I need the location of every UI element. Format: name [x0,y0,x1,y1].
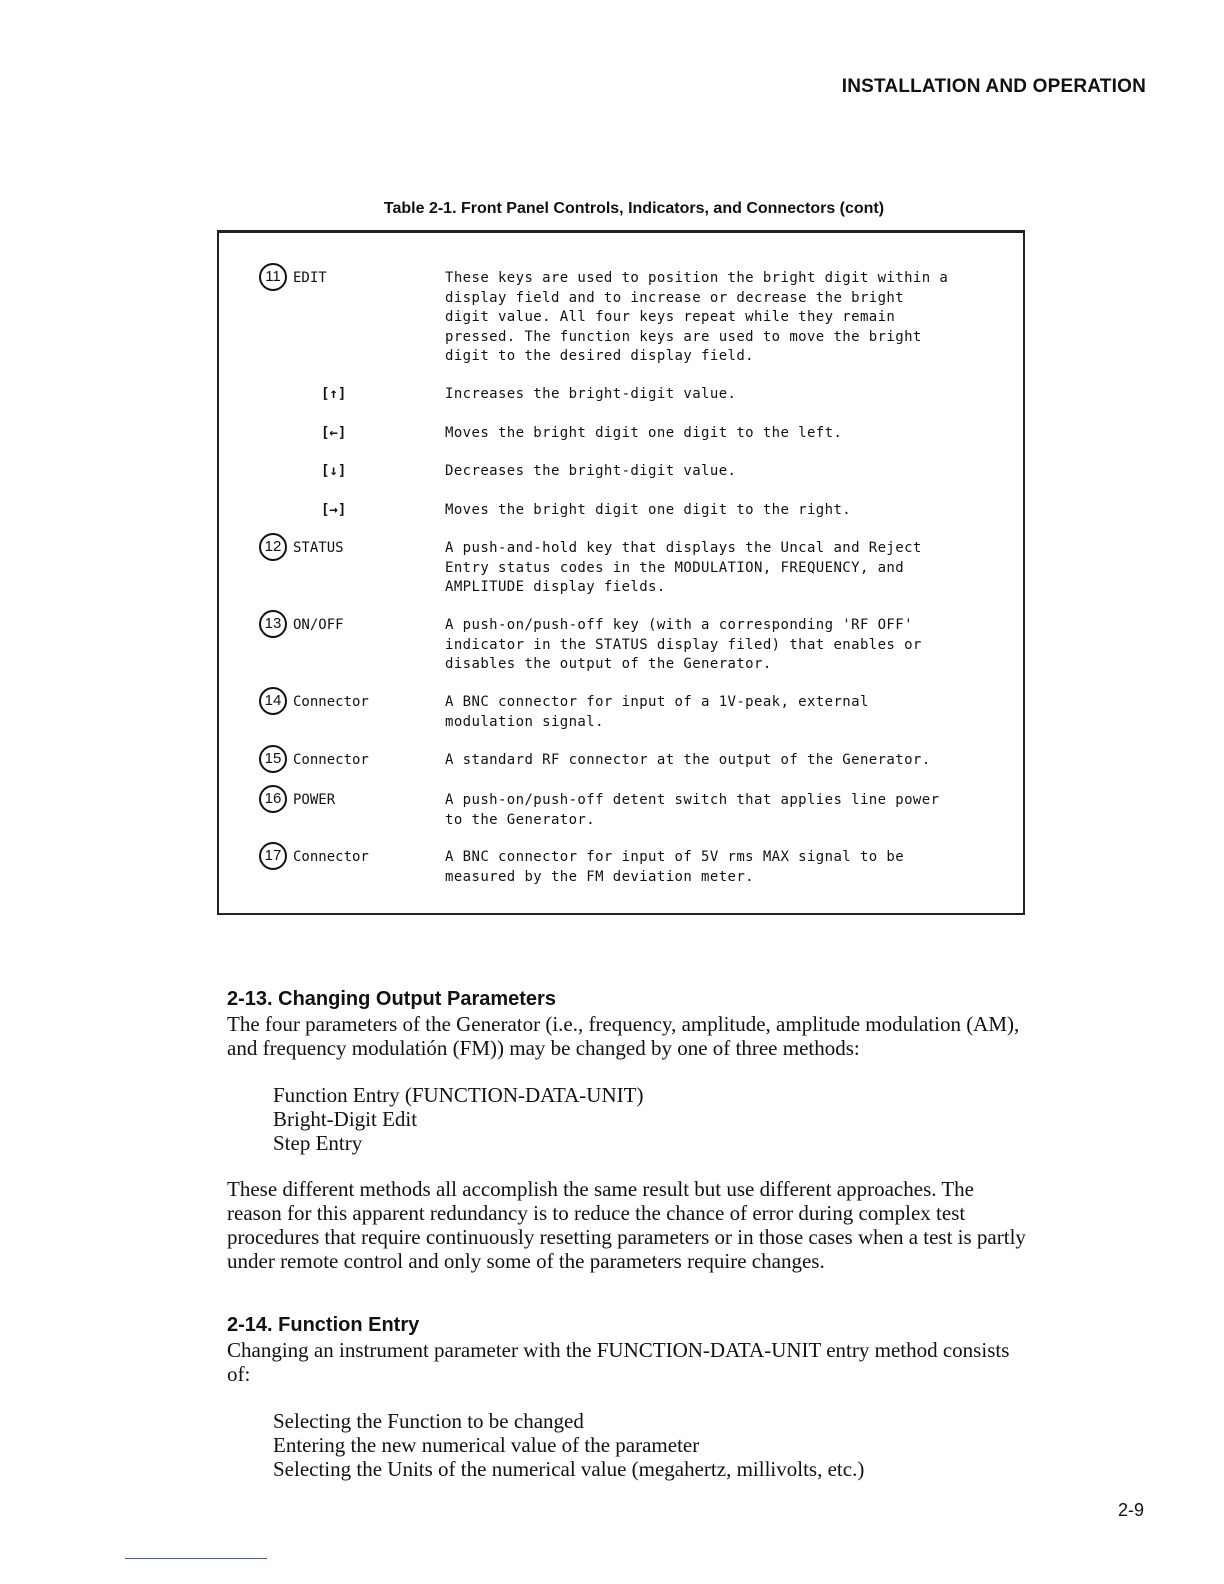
entry-label: Connector [293,694,369,710]
up-arrow-key-label: [↑] [321,386,347,402]
page-header: INSTALLATION AND OPERATION [841,76,1146,97]
entry-description: Increases the bright-digit value. [445,386,737,402]
callout-number: 17 [259,842,287,870]
list-item: Entering the new numerical value of the parameter [273,1433,700,1457]
table-title: Table 2-1. Front Panel Controls, Indicators, and Connectors (cont) [383,200,885,217]
method-list [273,1083,643,1155]
down-arrow-key-label: [↓] [321,463,347,479]
entry-description: A push-and-hold key that displays the Uncal and Reject Entry status codes in the MODULATION, FREQUENCY, and AMPLITUDE display fields. [445,540,922,595]
section-heading: 2-13. Changing Output Parameters [227,988,556,1010]
callout-number: 12 [259,533,287,561]
list-item: Step Entry [273,1131,363,1155]
list-item: Bright-Digit Edit [273,1107,418,1131]
entry-description: Moves the bright digit one digit to the left. [445,425,843,441]
entry-label: EDIT [293,270,327,286]
entry-label: ON/OFF [293,617,344,633]
entry-label: Connector [293,849,369,865]
entry-description: A push-on/push-off detent switch that applies line power to the Generator. [445,792,940,828]
list-item: Selecting the Units of the numerical value (megahertz, millivolts, etc.) [273,1457,865,1481]
entry-label: POWER [293,792,336,808]
controls-table [217,230,1025,915]
callout-number: 14 [259,687,287,715]
list-item: Function Entry (FUNCTION-DATA-UNIT) [273,1083,644,1107]
entry-description: A BNC connector for input of a 1V-peak, external modulation signal. [445,694,869,730]
entry-label: STATUS [293,540,344,556]
section-heading: 2-14. Function Entry [227,1314,420,1336]
section-paragraph: The four parameters of the Generator (i.e., frequency, amplitude, amplitude modulation (AM), and frequency modulatión (FM)) may be changed by one of three methods: [227,1012,1020,1060]
entry-description: A push-on/push-off key (with a corresponding 'RF OFF' indicator in the STATUS display filed) that enables or disables the output of the Generator. [445,617,922,672]
entry-label: Connector [293,752,369,768]
list-item: Selecting the Function to be changed [273,1409,584,1433]
callout-number: 16 [259,785,287,813]
right-arrow-key-label: [→] [321,502,347,518]
section-paragraph: Changing an instrument parameter with the FUNCTION-DATA-UNIT entry method consists of: [227,1338,1010,1386]
page-number: 2-9 [1117,1500,1144,1520]
footer-rule [125,1558,267,1559]
entry-description: Moves the bright digit one digit to the right. [445,502,852,518]
entry-description: A standard RF connector at the output of the Generator. [445,752,931,768]
left-arrow-key-label: [←] [321,425,347,441]
entry-description: These keys are used to position the bright digit within a display field and to increase or decrease the bright digit value. All four keys repeat while they remain pressed. The function keys are used to move the bright digit to the desired display field. [445,270,949,364]
entry-description: Decreases the bright-digit value. [445,463,737,479]
callout-number: 11 [259,263,287,291]
callout-number: 15 [259,745,287,773]
callout-number: 13 [259,610,287,638]
step-list [273,1409,864,1481]
entry-description: A BNC connector for input of 5V rms MAX signal to be measured by the FM deviation meter. [445,849,905,885]
section-paragraph: These different methods all accomplish the same result but use different approaches. The reason for this apparent redundancy is to reduce the chance of error during complex test procedures that require continuously resetting parameters or in those cases when a test is partly under remote control and only some of the parameters require changes. [227,1177,1026,1273]
